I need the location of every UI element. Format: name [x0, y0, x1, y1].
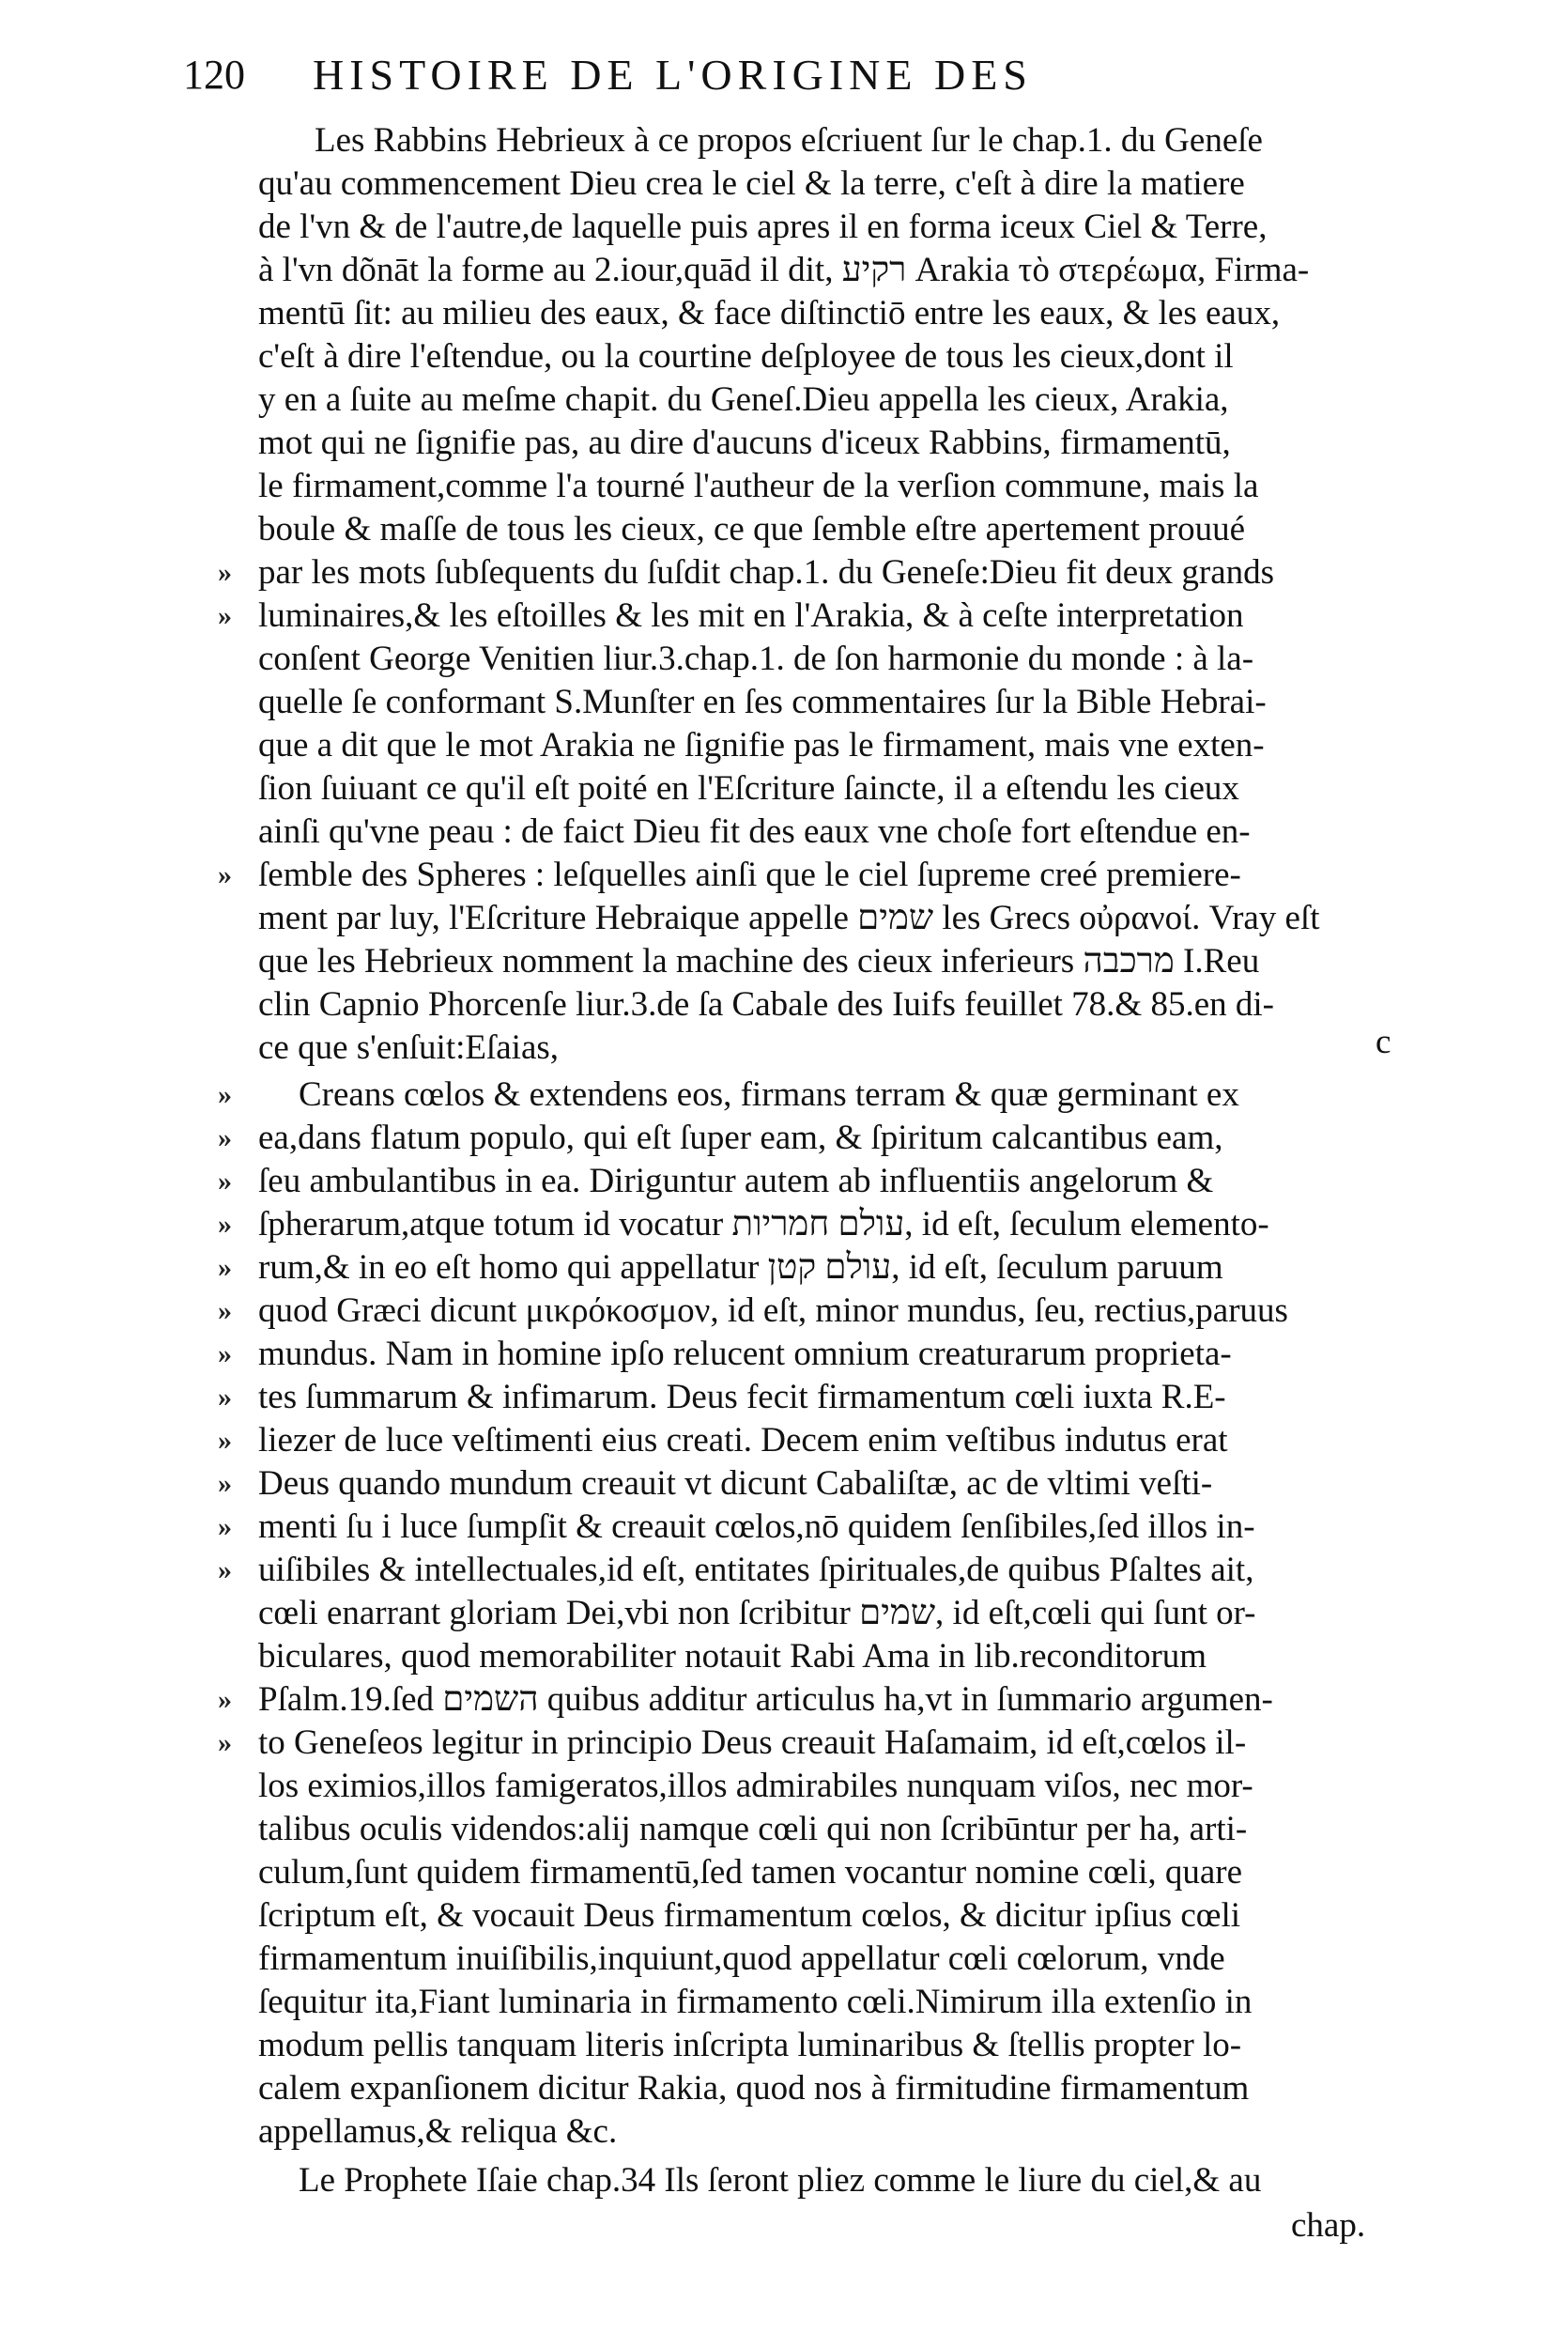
- text-line: uiſibiles & intellectuales,id eſt, entitates ſpirituales,de quibus Pſaltes ait,: [258, 1551, 1254, 1589]
- quote-mark: »: [218, 1209, 232, 1240]
- text-line: à l'vn dõnāt la forme au 2.iour,quād il dit, רקיע Arakia τὸ στερέωμα, Firma-: [258, 251, 1310, 289]
- page-number: 120: [183, 52, 245, 98]
- margin-letter: c: [1376, 1023, 1391, 1061]
- text-line: quod Græci dicunt μικρόκοσμον, id eſt, minor mundus, ſeu, rectius,paruus: [258, 1291, 1288, 1330]
- text-line: que les Hebrieux nomment la machine des cieux inferieurs מרכבה I.Reu: [258, 942, 1260, 981]
- text-line: culum,ſunt quidem firmamentū,ſed tamen vocantur nomine cœli, quare: [258, 1853, 1243, 1892]
- text-line: biculares, quod memorabiliter notauit Rabi Ama in lib.reconditorum: [258, 1637, 1207, 1676]
- text-line: le firmament,comme l'a tourné l'autheur de la verſion commune, mais la: [258, 467, 1259, 505]
- quote-mark: »: [218, 1166, 232, 1197]
- quote-mark: »: [218, 600, 232, 631]
- text-line: los eximios,illos famigeratos,illos admirabiles nunquam viſos, nec mor-: [258, 1767, 1253, 1805]
- text-line: to Geneſeos legitur in principio Deus creauit Haſamaim, id eſt,cœlos il-: [258, 1723, 1247, 1762]
- quote-mark: »: [218, 1338, 232, 1369]
- text-line: tes ſummarum & infimarum. Deus fecit firmamentum cœli iuxta R.E-: [258, 1378, 1226, 1416]
- text-line: Pſalm.19.ſed השמים quibus additur articulus ha,vt in ſummario argumen-: [258, 1680, 1273, 1719]
- text-line: par les mots ſubſequents du ſuſdit chap.1. du Geneſe:Dieu fit deux grands: [258, 553, 1275, 592]
- text-line: ainſi qu'vne peau : de faict Dieu fit des eaux vne choſe fort eſtendue en-: [258, 812, 1251, 851]
- text-line: ce que s'enſuit:Eſaias,: [258, 1028, 560, 1067]
- text-line: modum pellis tanquam literis inſcripta luminaribus & ſtellis propter lo-: [258, 2026, 1242, 2064]
- text-line: qu'au commencement Dieu crea le ciel & la terre, c'eſt à dire la matiere: [258, 164, 1245, 203]
- text-line: ſcriptum eſt, & vocauit Deus firmamentum cœlos, & dicitur ipſius cœli: [258, 1896, 1241, 1935]
- text-line: ea,dans flatum populo, qui eſt ſuper eam, & ſpiritum calcantibus eam,: [258, 1119, 1223, 1157]
- text-line: talibus oculis videndos:alij namque cœli qui non ſcribūntur per ha, arti-: [258, 1810, 1248, 1848]
- text-line: Deus quando mundum creauit vt dicunt Cabaliſtæ, ac de vltimi veſti-: [258, 1464, 1213, 1503]
- text-line: mentū ſit: au milieu des eaux, & face diſtinctiō entre les eaux, & les eaux,: [258, 294, 1281, 332]
- text-line: Les Rabbins Hebrieux à ce propos eſcriuent ſur le chap.1. du Geneſe: [315, 121, 1263, 160]
- text-line: y en a ſuite au meſme chapit. du Geneſ.Dieu appella les cieux, Arakia,: [258, 380, 1229, 419]
- text-line: menti ſu i luce ſumpſit & creauit cœlos,nō quidem ſenſibiles,ſed illos in-: [258, 1507, 1255, 1546]
- text-line: luminaires,& les eſtoilles & les mit en l'Arakia, & à ceſte interpretation: [258, 596, 1244, 635]
- page-header: [183, 45, 1394, 105]
- text-line: appellamus,& reliqua &c.: [258, 2112, 618, 2151]
- quote-mark: »: [218, 1382, 232, 1413]
- text-line: conſent George Venitien liur.3.chap.1. de ſon harmonie du monde : à la-: [258, 640, 1254, 678]
- quote-mark: »: [218, 1295, 232, 1326]
- text-line: firmamentum inuiſibilis,inquiunt,quod appellatur cœli cœlorum, vnde: [258, 1939, 1225, 1978]
- text-line: cœli enarrant gloriam Dei,vbi non ſcribitur שמים, id eſt,cœli qui ſunt or-: [258, 1594, 1256, 1632]
- text-line: ſpherarum,atque totum id vocatur עולם חמריות, id eſt, ſeculum elemento-: [258, 1205, 1269, 1244]
- text-line: que a dit que le mot Arakia ne ſignifie pas le firmament, mais vne exten-: [258, 726, 1265, 765]
- text-line: Le Prophete Iſaie chap.34 Ils ſeront pliez comme le liure du ciel,& au: [299, 2161, 1262, 2200]
- quote-mark: »: [218, 859, 232, 890]
- text-line: ſemble des Spheres : leſquelles ainſi que le ciel ſupreme creé premiere-: [258, 856, 1241, 894]
- text-line: c'eſt à dire l'eſtendue, ou la courtine deſployee de tous les cieux,dont il: [258, 337, 1234, 376]
- quote-mark: »: [218, 557, 232, 588]
- catchword: chap.: [1291, 2206, 1366, 2245]
- text-line: ſequitur ita,Fiant luminaria in firmamento cœli.Nimirum illa extenſio in: [258, 1983, 1253, 2021]
- quote-mark: »: [218, 1468, 232, 1499]
- quote-mark: »: [218, 1511, 232, 1542]
- quote-mark: »: [218, 1252, 232, 1283]
- text-line: ſion ſuiuant ce qu'il eſt poité en l'Eſcriture ſaincte, il a eſtendu les cieux: [258, 769, 1239, 808]
- text-line: calem expanſionem dicitur Rakia, quod nos à firmitudine firmamentum: [258, 2069, 1250, 2108]
- text-line: mot qui ne ſignifie pas, au dire d'aucuns d'iceux Rabbins, firmamentū,: [258, 424, 1231, 462]
- text-line: Creans cœlos & extendens eos, firmans terram & quæ germinant ex: [299, 1075, 1239, 1114]
- text-line: clin Capnio Phorcenſe liur.3.de ſa Cabale des Iuifs feuillet 78.& 85.en di-: [258, 985, 1274, 1024]
- text-line: liezer de luce veſtimenti eius creati. Decem enim veſtibus indutus erat: [258, 1421, 1228, 1460]
- quote-mark: »: [218, 1425, 232, 1456]
- text-line: quelle ſe conformant S.Munſter en ſes commentaires ſur la Bible Hebrai-: [258, 683, 1267, 721]
- text-line: boule & maſſe de tous les cieux, ce que ſemble eſtre apertement prouué: [258, 510, 1246, 548]
- quote-mark: »: [218, 1554, 232, 1585]
- quote-mark: »: [218, 1122, 232, 1153]
- text-line: ſeu ambulantibus in ea. Diriguntur autem ab influentiis angelorum &: [258, 1162, 1214, 1200]
- text-line: de l'vn & de l'autre,de laquelle puis apres il en forma iceux Ciel & Terre,: [258, 208, 1268, 246]
- text-line: rum,& in eo eſt homo qui appellatur עולם קטן, id eſt, ſeculum paruum: [258, 1248, 1223, 1287]
- quote-mark: »: [218, 1079, 232, 1110]
- text-line: ment par luy, l'Eſcriture Hebraique appelle שמים les Grecs οὐρανοί. Vray eſt: [258, 899, 1320, 937]
- running-head: HISTOIRE DE L'ORIGINE DES: [313, 51, 1033, 99]
- quote-mark: »: [218, 1727, 232, 1758]
- quote-mark: »: [218, 1684, 232, 1715]
- text-line: mundus. Nam in homine ipſo relucent omnium creaturarum proprieta-: [258, 1335, 1232, 1373]
